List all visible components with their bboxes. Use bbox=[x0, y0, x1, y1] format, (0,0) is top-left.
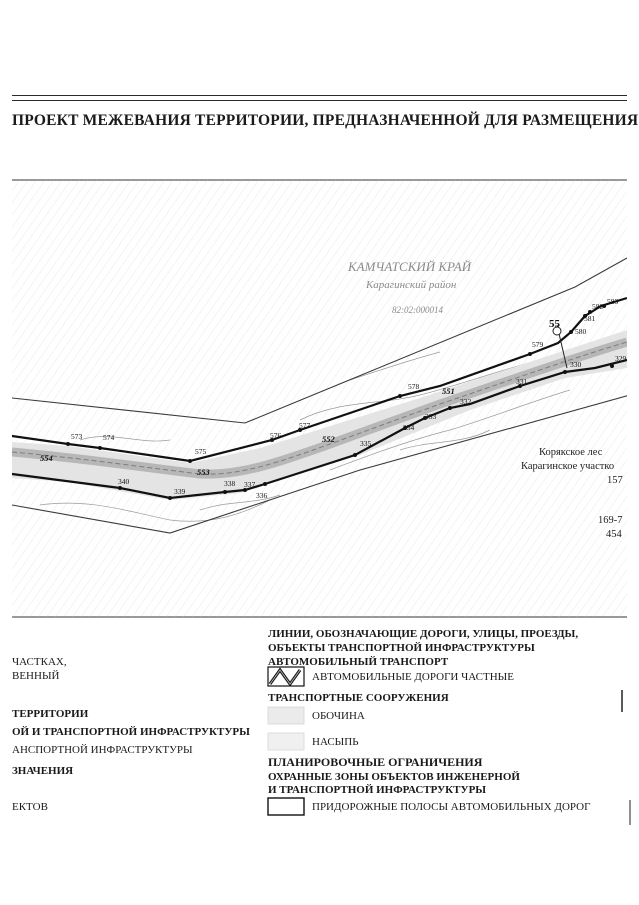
legend-roadside-strips: ПРИДОРОЖНЫЕ ПОЛОСЫ АВТОМОБИЛЬНЫХ ДОРОГ bbox=[312, 801, 591, 813]
point-label: 578 bbox=[408, 382, 420, 391]
legend-left-fragment: ЗНАЧЕНИЯ bbox=[12, 765, 74, 777]
legend-structures-heading: ТРАНСПОРТНЫЕ СООРУЖЕНИЯ bbox=[268, 692, 449, 704]
legend-auto-transport: АВТОМОБИЛЬНЫЙ ТРАНСПОРТ bbox=[268, 656, 449, 668]
legend-left-fragment: ТЕРРИТОРИИ bbox=[12, 708, 89, 720]
point-label: 338 bbox=[224, 479, 236, 488]
point-label: 333 bbox=[425, 412, 437, 421]
point-label: 577 bbox=[299, 421, 311, 430]
page-title: ПРОЕКТ МЕЖЕВАНИЯ ТЕРРИТОРИИ, ПРЕДНАЗНАЧЕННОЙ ДЛЯ РАЗМЕЩЕНИЯ bbox=[12, 112, 639, 129]
parcel-label: 551 bbox=[442, 386, 455, 396]
point-label: 583 bbox=[607, 297, 619, 306]
point-label: 332 bbox=[460, 397, 472, 406]
legend-embankment: НАСЫПЬ bbox=[312, 736, 359, 748]
point-label: 339 bbox=[174, 487, 186, 496]
legend-planning-heading: ПЛАНИРОВОЧНЫЕ ОГРАНИЧЕНИЯ bbox=[268, 755, 483, 769]
embankment-swatch bbox=[268, 733, 304, 750]
region-label: КАМЧАТСКИЙ КРАЙ bbox=[348, 259, 472, 274]
point-label: 581 bbox=[584, 314, 596, 323]
private-roads-swatch bbox=[268, 667, 304, 686]
terrain-hatch bbox=[12, 180, 627, 617]
point-label: 340 bbox=[118, 477, 130, 486]
point-label: 573 bbox=[71, 432, 83, 441]
point-label: 574 bbox=[103, 433, 115, 442]
legend-left-fragment: ВЕННЫЙ bbox=[12, 670, 60, 682]
point-label: 576 bbox=[270, 431, 282, 440]
legend-left-fragment: ЧАСТКАХ, bbox=[12, 656, 67, 668]
parcel-label: 552 bbox=[322, 434, 335, 444]
roadside-strip-swatch bbox=[268, 798, 304, 815]
legend-protection-heading-2: И ТРАНСПОРТНОЙ ИНФРАСТРУКТУРЫ bbox=[268, 784, 487, 796]
legend-lines-heading: ЛИНИИ, ОБОЗНАЧАЮЩИЕ ДОРОГИ, УЛИЦЫ, ПРОЕЗДЫ, bbox=[268, 628, 579, 640]
legend-shoulder: ОБОЧИНА bbox=[312, 710, 365, 722]
forest-label-2: Карагинское участко bbox=[521, 461, 615, 472]
forest-num-3: 454 bbox=[606, 529, 622, 540]
point-label: 331 bbox=[516, 377, 528, 386]
point-label: 335 bbox=[360, 439, 372, 448]
district-label: Карагинский район bbox=[366, 279, 457, 291]
point-label: 580 bbox=[575, 327, 587, 336]
forest-label-1: Корякское лес bbox=[539, 447, 603, 458]
point-label: 329 bbox=[615, 354, 627, 363]
point-label: 330 bbox=[570, 360, 582, 369]
legend-protection-heading: ОХРАННЫЕ ЗОНЫ ОБЪЕКТОВ ИНЖЕНЕРНОЙ bbox=[268, 771, 520, 783]
legend-private-roads: АВТОМОБИЛЬНЫЕ ДОРОГИ ЧАСТНЫЕ bbox=[312, 671, 514, 683]
shoulder-swatch bbox=[268, 707, 304, 724]
point-label: 575 bbox=[195, 447, 207, 456]
cadastral-label: 82:02:000014 bbox=[392, 305, 443, 315]
boundary-marker-label: 55 bbox=[549, 318, 560, 330]
parcel-label: 554 bbox=[40, 453, 53, 463]
point-label: 334 bbox=[403, 423, 415, 432]
forest-num-1: 157 bbox=[607, 475, 623, 486]
point-label: 337 bbox=[244, 480, 256, 489]
parcel-label: 553 bbox=[197, 467, 210, 477]
legend-left-fragment: ЕКТОВ bbox=[12, 801, 48, 813]
point-label: 579 bbox=[532, 340, 544, 349]
point-label: 582 bbox=[592, 302, 604, 311]
point-label: 336 bbox=[256, 491, 268, 500]
legend-lines-heading-2: ОБЪЕКТЫ ТРАНСПОРТНОЙ ИНФРАСТРУКТУРЫ bbox=[268, 642, 535, 654]
forest-num-2: 169-7 bbox=[598, 515, 623, 526]
legend-left-fragment: АНСПОРТНОЙ ИНФРАСТРУКТУРЫ bbox=[12, 744, 193, 756]
legend-left-fragment: ОЙ И ТРАНСПОРТНОЙ ИНФРАСТРУКТУРЫ bbox=[12, 726, 250, 738]
